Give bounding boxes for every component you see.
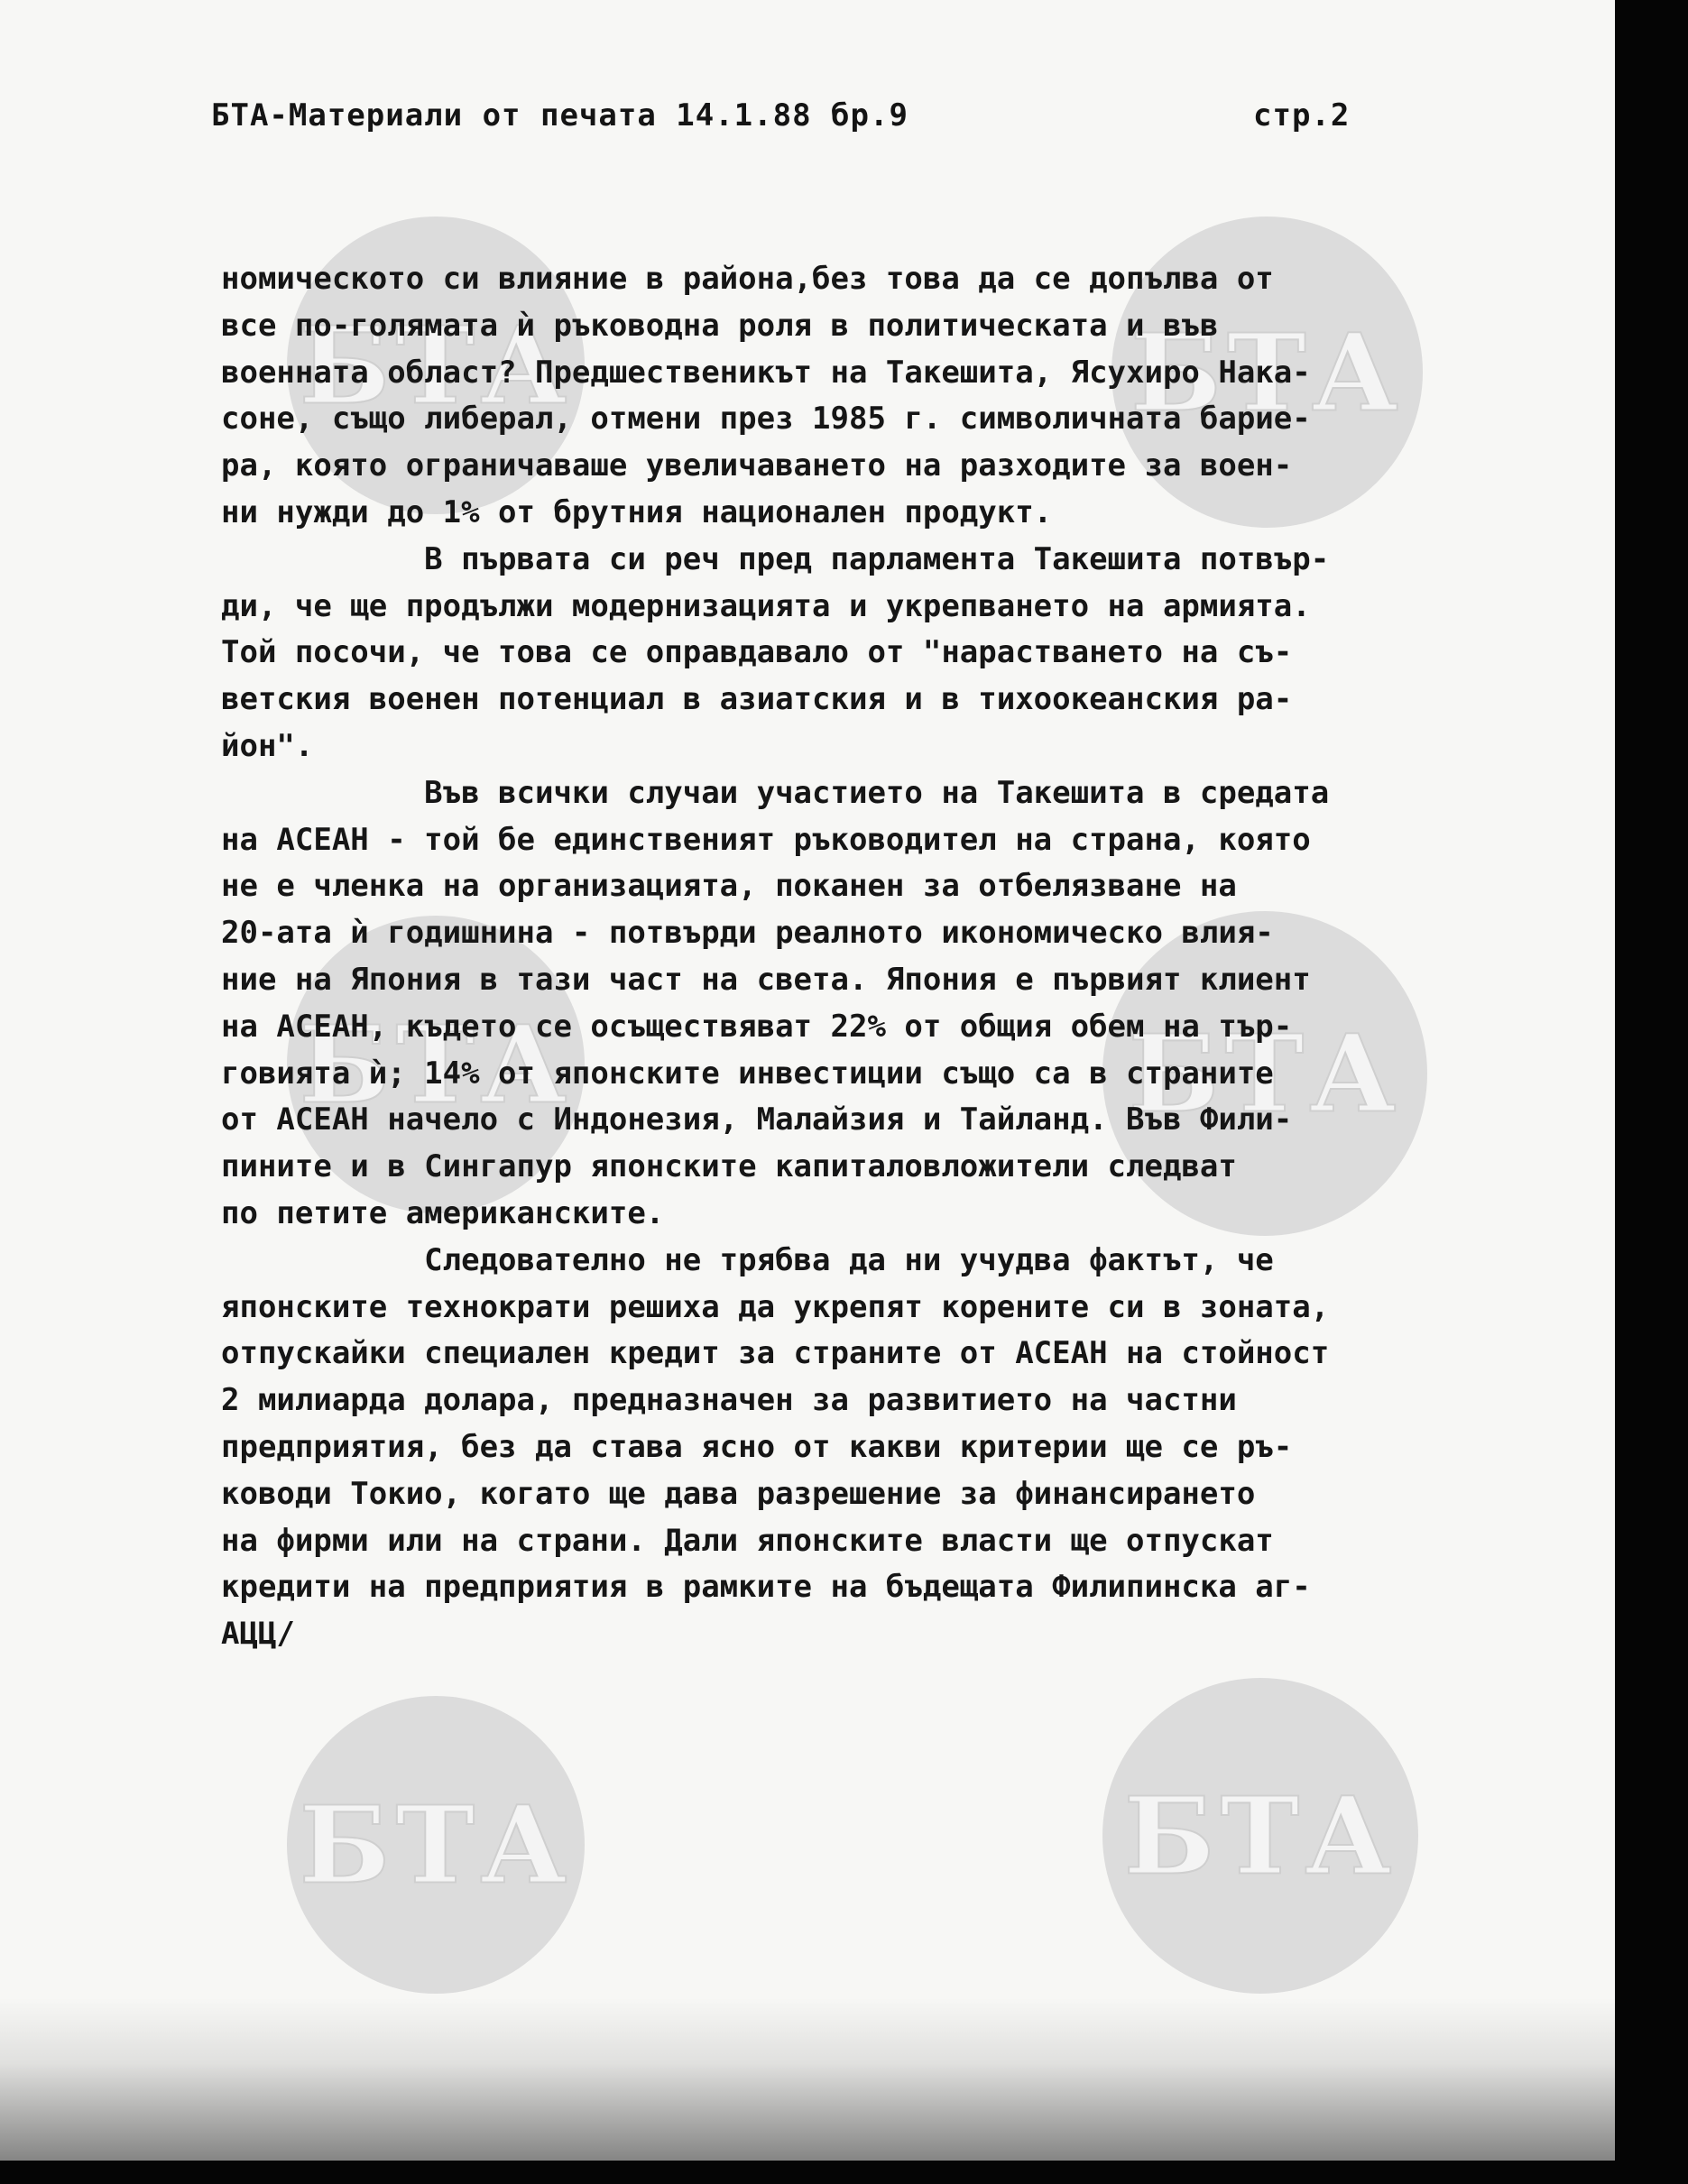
text-line: на АСЕАН - той бе единственият ръководител на страна, която [221, 821, 1311, 858]
text-line: соне, също либерал, отмени през 1985 г. символичната барие- [221, 401, 1311, 438]
text-line: не е членка на организацията, поканен за отбелязване на [221, 868, 1237, 905]
text-line: на АСЕАН, където се осъществяват 22% от общия обем на тър- [221, 1008, 1293, 1045]
bta-watermark: БТА [1111, 217, 1423, 528]
text-line: 20-ата ѝ годишнина - потвърди реалното икономическо влия- [221, 915, 1274, 952]
text-line: 2 милиарда долара, предназначен за развитието на частни [221, 1382, 1237, 1419]
text-line: от АСЕАН начело с Индонезия, Малайзия и Тайланд. Във Фили- [221, 1101, 1293, 1138]
header-source: БТА-Материали от печата 14.1.88 бр.9 [211, 97, 909, 134]
text-line: ководи Токио, когато ще дава разрешение за финансирането [221, 1475, 1256, 1512]
text-line: пините и в Сингапур японските капиталовложители следват [221, 1148, 1237, 1185]
scan-border-right [1615, 0, 1688, 2184]
page-number: стр.2 [1253, 97, 1351, 134]
scan-smudge [0, 1998, 1615, 2161]
scan-border-bottom [0, 2161, 1688, 2184]
text-line: японските технократи решиха да укрепят корените си в зоната, [221, 1288, 1330, 1325]
bta-watermark: БТА [287, 916, 585, 1213]
text-line: по петите американските. [221, 1194, 665, 1231]
text-line: АЦЦ/ [221, 1616, 295, 1653]
text-line: предприятия, без да става ясно от какви критерии ще се ръ- [221, 1428, 1293, 1465]
text-line: номическото си влияние в района,без това да се допълва от [221, 261, 1274, 297]
text-line: на фирми или на страни. Дали японските власти ще отпускат [221, 1522, 1274, 1559]
text-line: все по-голямата ѝ ръководна роля в политическата и във [221, 307, 1219, 344]
text-line: ние на Япония в тази част на света. Япония е първият клиент [221, 961, 1311, 998]
text-line: ни нужди до 1% от брутния национален продукт. [221, 493, 1053, 530]
text-line: ветския военен потенциал в азиатския и в тихоокеанския ра- [221, 681, 1293, 718]
text-line: Във всички случаи участието на Такешита в средата [221, 774, 1330, 811]
page-header [211, 97, 1366, 134]
article-body [221, 256, 1448, 1658]
text-line: Следователно не трябва да ни учудва фактът, че [221, 1241, 1274, 1278]
text-line: отпускайки специален кредит за страните от АСЕАН на стойност [221, 1335, 1330, 1372]
text-line: йон". [221, 727, 314, 764]
text-line: ди, че ще продължи модернизацията и укрепването на армията. [221, 587, 1311, 624]
text-line: военната област? Предшественикът на Такешита, Ясухиро Нака- [221, 354, 1311, 391]
bta-watermark: БТА [287, 1696, 585, 1994]
text-line: Той посочи, че това се оправдавало от "нарастването на съ- [221, 634, 1293, 671]
text-line: говията ѝ; 14% от японските инвестиции също са в страните [221, 1055, 1274, 1092]
bta-watermark: БТА [287, 217, 585, 514]
bta-watermark: БТА [1102, 911, 1427, 1236]
text-line: В първата си реч пред парламента Такешита потвър- [221, 540, 1330, 577]
bta-watermark: БТА [1102, 1678, 1418, 1994]
text-line: ра, която ограничаваше увеличаването на разходите за воен- [221, 447, 1293, 484]
text-line: кредити на предприятия в рамките на бъдещата Филипинска аг- [221, 1569, 1311, 1606]
